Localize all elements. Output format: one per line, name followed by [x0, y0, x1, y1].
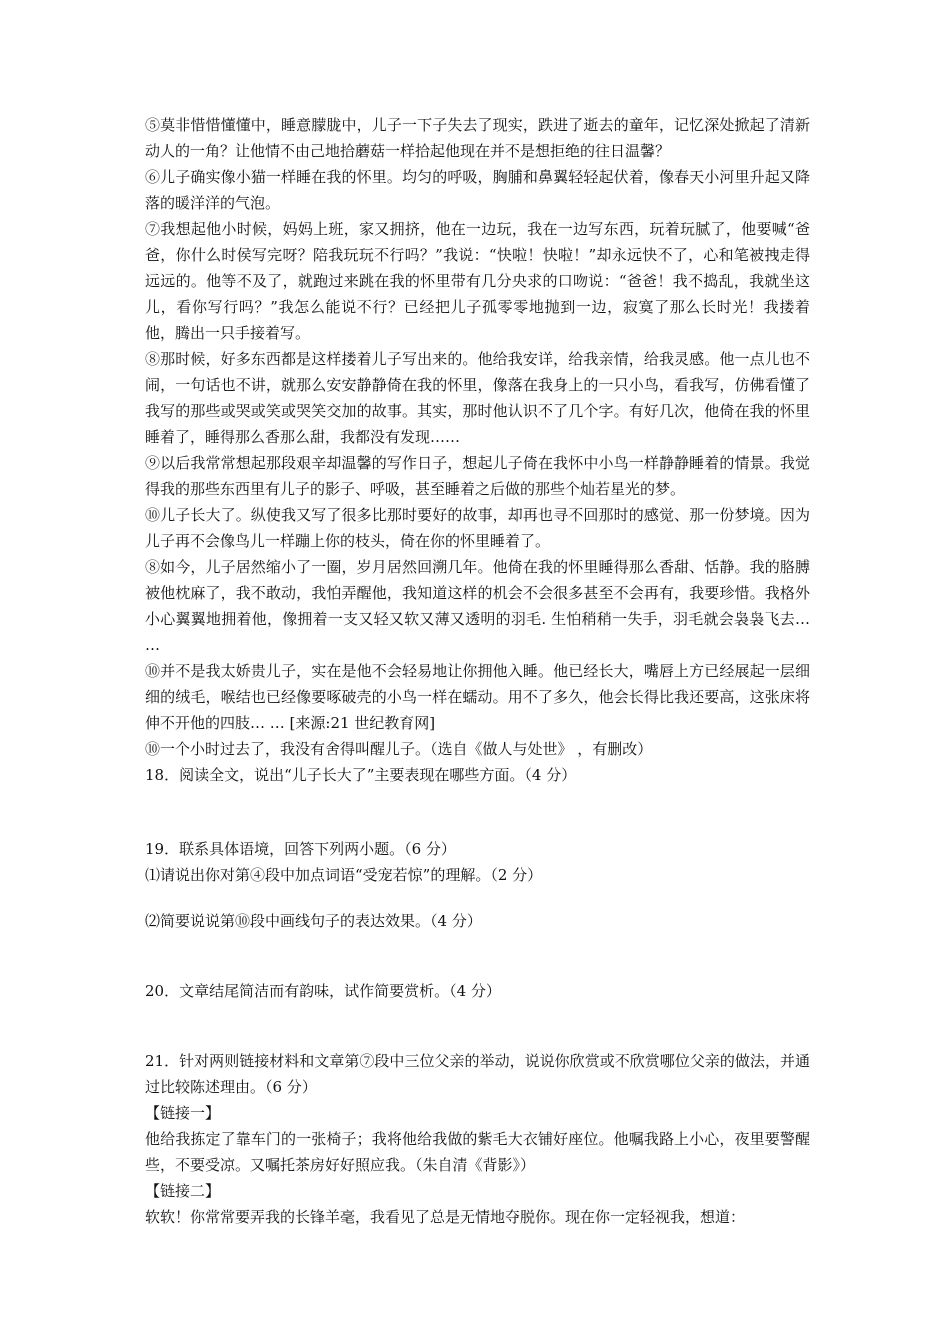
question-20: 20．文章结尾简洁而有韵味，试作简要赏析。（4 分） [145, 982, 501, 1000]
question-19-2: ⑵简要说说第⑩段中画线句子的表达效果。（4 分） [145, 912, 482, 930]
answer-space-20 [145, 1004, 810, 1048]
link-2-title: 【链接二】 [145, 1182, 221, 1200]
paragraph-5: ⑤莫非惜惜懂懂中，睡意朦胧中，儿子一下子失去了现实，跌进了逝去的童年，记忆深处掀起了清新动人的一角？让他情不由己地拾蘑菇一样拾起他现在并不是想拒绝的往日温馨？ [145, 116, 810, 160]
document-page [145, 112, 810, 1230]
paragraph-9: ⑨以后我常常想起那段艰辛却温馨的写作日子，想起儿子倚在我怀中小鸟一样静静睡着的情景。我觉得我的那些东西里有儿子的影子、呼吸，甚至睡着之后做的那些个灿若星光的梦。 [145, 454, 810, 498]
paragraph-13: ⑩一个小时过去了，我没有舍得叫醒儿子。（选自《做人与处世》 ，有删改） [145, 740, 653, 758]
paragraph-12: ⑩并不是我太娇贵儿子，实在是他不会轻易地让你拥他入睡。他已经长大，嘴唇上方已经展起一层细细的绒毛，喉结也已经像要啄破壳的小鸟一样在蠕动。用不了多久，他会长得比我还要高，这张床将伸不开他的四肢… … [来源:21 世纪教育网] [145, 662, 810, 732]
link-1-title: 【链接一】 [145, 1104, 221, 1122]
question-18: 18．阅读全文，说出“儿子长大了”主要表现在哪些方面。（4 分） [145, 766, 577, 784]
paragraph-6: ⑥儿子确实像小猫一样睡在我的怀里。均匀的呼吸，胸脯和鼻翼轻轻起伏着，像春天小河里升起又降落的暖洋洋的气泡。 [145, 168, 810, 212]
paragraph-8: ⑧那时候，好多东西都是这样搂着儿子写出来的。他给我安详，给我亲情，给我灵感。他一点儿也不闹，一句话也不讲，就那么安安静静倚在我的怀里，像落在我身上的一只小鸟，看我写，仿佛看懂了我写的那些或哭或笑或哭笑交加的故事。其实，那时他认识不了几个字。有好几次，他倚在我的怀里睡着了，睡得那么香那么甜，我都没有发现…… [145, 350, 810, 446]
link-2-text: 软软！你常常要弄我的长锋羊毫，我看见了总是无情地夺脱你。现在你一定轻视我，想道： [145, 1208, 746, 1226]
paragraph-11: ⑧如今，儿子居然缩小了一圈，岁月居然回溯几年。他倚在我的怀里睡得那么香甜、恬静。我的胳膊被他枕麻了，我不敢动，我怕弄醒他，我知道这样的机会不会很多甚至不会再有，我要珍惜。我格外小心翼翼地拥着他，像拥着一支又轻又软又薄又透明的羽毛. 生怕稍稍一失手，羽毛就会袅袅飞去… … [145, 558, 810, 654]
question-19-1: ⑴请说出你对第④段中加点词语“受宠若惊”的理解。（2 分） [145, 866, 543, 884]
paragraph-7: ⑦我想起他小时候，妈妈上班，家又拥挤，他在一边玩，我在一边写东西，玩着玩腻了，他要喊“爸爸，你什么时侯写完呀？陪我玩玩不行吗？”我说：“快啦！快啦！”却永远快不了，心和笔被拽走得远远的。他等不及了，就跑过来跳在我的怀里带有几分央求的口吻说：“爸爸！我不捣乱，我就坐这儿，看你写行吗？”我怎么能说不行？已经把儿子孤零零地抛到一边，寂寞了那么长时光！我搂着他，腾出一只手接着写。 [145, 220, 810, 342]
question-21: 21．针对两则链接材料和文章第⑦段中三位父亲的举动，说说你欣赏或不欣赏哪位父亲的做法，并通过比较陈述理由。（6 分） [145, 1052, 810, 1096]
answer-space-19-1 [145, 888, 810, 908]
answer-space-18 [145, 788, 810, 836]
link-1-text: 他给我拣定了靠车门的一张椅子；我将他给我做的紫毛大衣铺好座位。他嘱我路上小心，夜里要警醒些，不要受凉。又嘱托茶房好好照应我。（朱自清《背影》） [145, 1130, 810, 1174]
paragraph-10: ⑩儿子长大了。纵使我又写了很多比那时要好的故事，却再也寻不回那时的感觉、那一份梦境。因为儿子再不会像鸟儿一样蹦上你的枝头，倚在你的怀里睡着了。 [145, 506, 810, 550]
answer-space-19-2 [145, 934, 810, 978]
question-19: 19．联系具体语境，回答下列两小题。（6 分） [145, 840, 456, 858]
